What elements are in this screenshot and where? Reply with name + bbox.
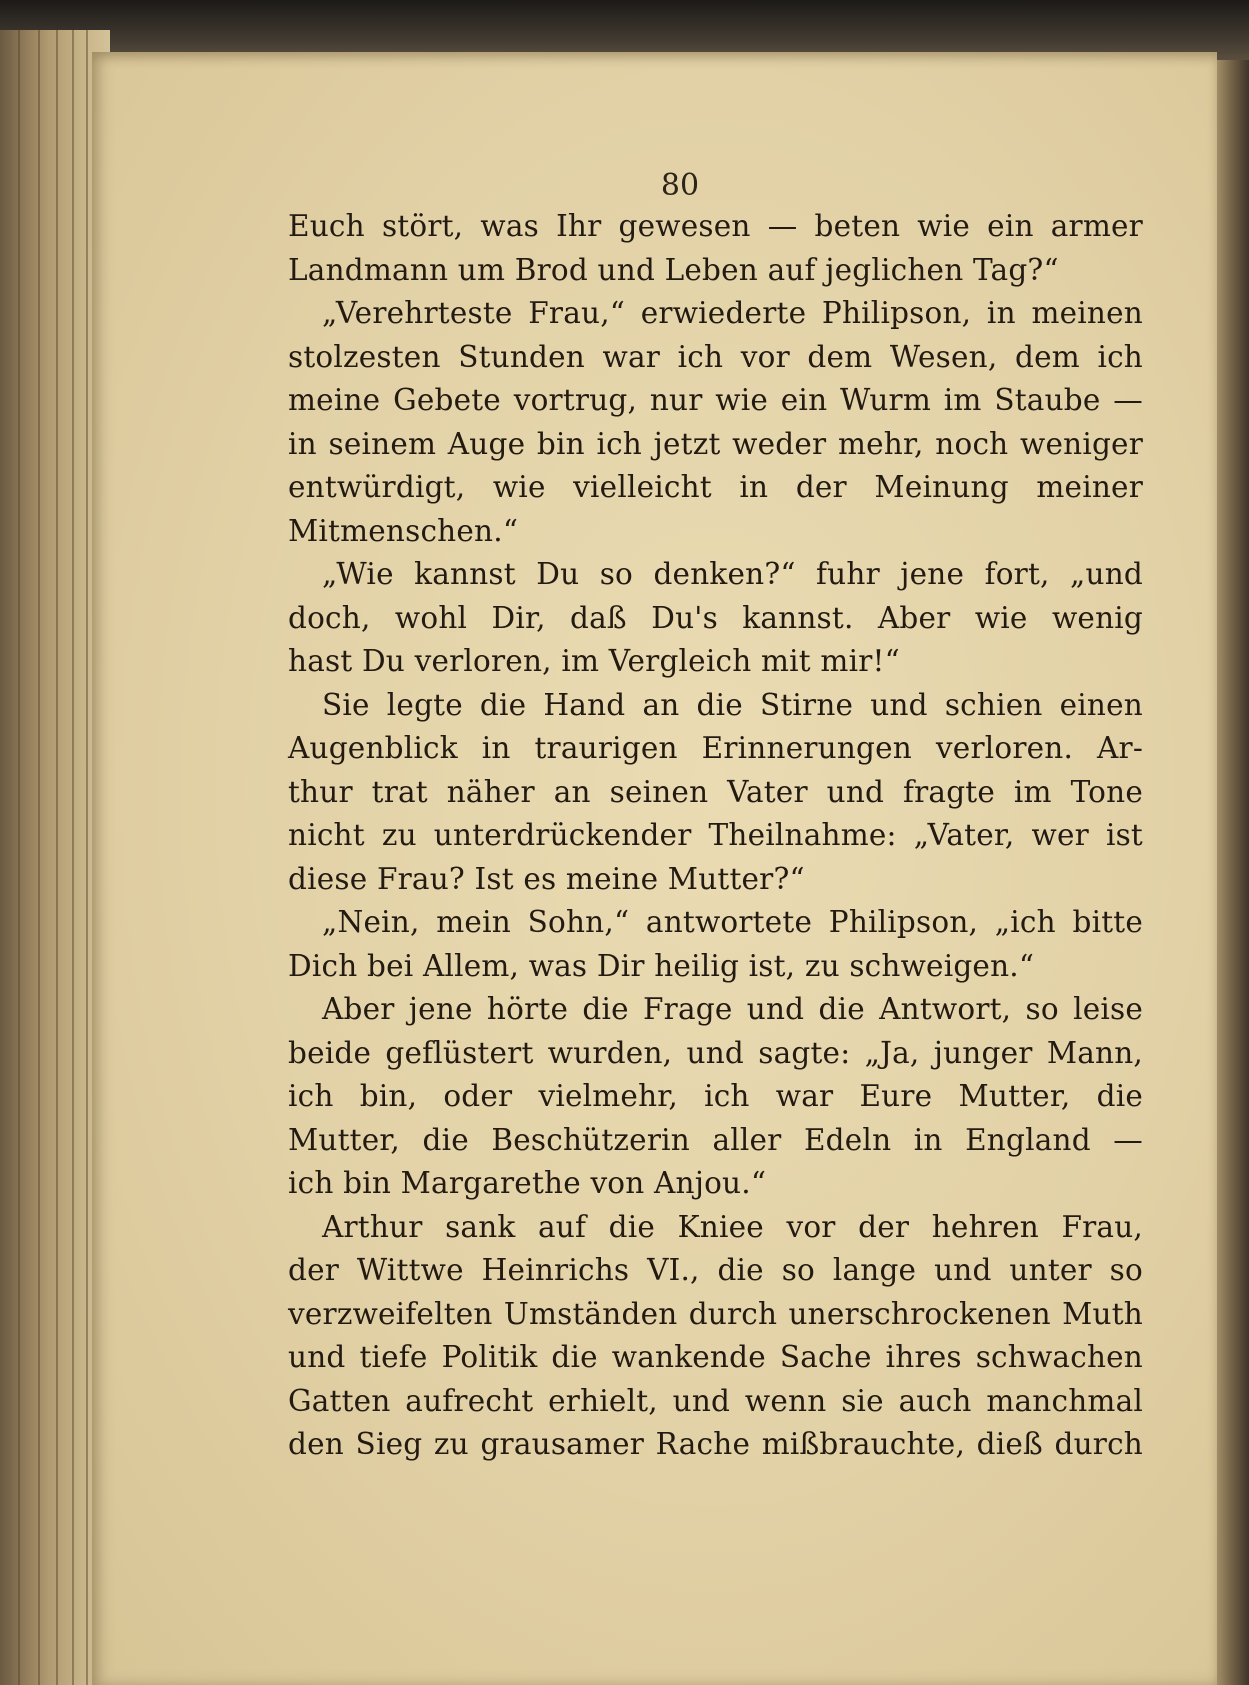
- text-line: den Sieg zu grausamer Rache mißbrauchte, dieß durch: [288, 1427, 1143, 1461]
- page-edge-line: [86, 30, 88, 1685]
- text-line: „Nein, mein Sohn,“ antwortete Philipson, „ich bitte: [322, 905, 1143, 939]
- text-line: Gatten aufrecht erhielt, und wenn sie auch manchmal: [288, 1383, 1143, 1418]
- page-number: 80: [660, 168, 700, 203]
- page-edge-line: [18, 30, 20, 1685]
- text-line: Mitmenschen.“: [288, 513, 519, 548]
- text-line: Sie legte die Hand an die Stirne und schien einen: [322, 687, 1143, 722]
- text-line: stolzesten Stunden war ich vor dem Wesen, dem ich: [288, 339, 1143, 374]
- text-line: doch, wohl Dir, daß Du's kannst. Aber wie wenig: [288, 600, 1143, 635]
- text-line: Augenblick in traurigen Erinnerungen verloren. Ar-: [288, 731, 1143, 765]
- text-line: Aber jene hörte die Frage und die Antwort, so leise: [322, 992, 1143, 1026]
- body-text: [288, 205, 1143, 1467]
- text-line: beide geflüstert wurden, und sagte: „Ja, junger Mann,: [288, 1035, 1143, 1070]
- text-line: Landmann um Brod und Leben auf jeglichen Tag?“: [288, 252, 1059, 287]
- text-line: entwürdigt, wie vielleicht in der Meinung meiner: [288, 470, 1143, 504]
- text-line: Euch stört, was Ihr gewesen — beten wie ein armer: [288, 209, 1143, 243]
- text-line: thur trat näher an seinen Vater und fragte im Tone: [288, 774, 1143, 809]
- text-line: hast Du verloren, im Vergleich mit mir!“: [288, 644, 900, 678]
- binding-edge: [0, 0, 1249, 60]
- text-line: meine Gebete vortrug, nur wie ein Wurm im Staube —: [288, 383, 1143, 417]
- text-line: diese Frau? Ist es meine Mutter?“: [288, 861, 805, 896]
- text-line: nicht zu unterdrückender Theilnahme: „Vater, wer ist: [288, 818, 1143, 852]
- text-line: verzweifelten Umständen durch unerschrockenen Muth: [288, 1296, 1143, 1331]
- page-edge-line: [56, 30, 58, 1685]
- text-line: Dich bei Allem, was Dir heilig ist, zu schweigen.“: [288, 948, 1035, 983]
- text-line: Mutter, die Beschützerin aller Edeln in England —: [288, 1122, 1143, 1157]
- text-line: ich bin Margarethe von Anjou.“: [288, 1166, 767, 1200]
- text-line: und tiefe Politik die wankende Sache ihres schwachen: [288, 1340, 1143, 1374]
- text-line: „Verehrteste Frau,“ erwiederte Philipson, in meinen: [322, 296, 1143, 330]
- text-line: in seinem Auge bin ich jetzt weder mehr, noch weniger: [288, 426, 1143, 461]
- page-edge-line: [72, 30, 74, 1685]
- text-line: Arthur sank auf die Kniee vor der hehren Frau,: [322, 1209, 1143, 1244]
- text-line: ich bin, oder vielmehr, ich war Eure Mutter, die: [288, 1079, 1143, 1113]
- page-edge-line: [38, 30, 40, 1685]
- text-line: der Wittwe Heinrichs VI., die so lange und unter so: [288, 1253, 1143, 1287]
- text-line: „Wie kannst Du so denken?“ fuhr jene fort, „und: [322, 557, 1143, 591]
